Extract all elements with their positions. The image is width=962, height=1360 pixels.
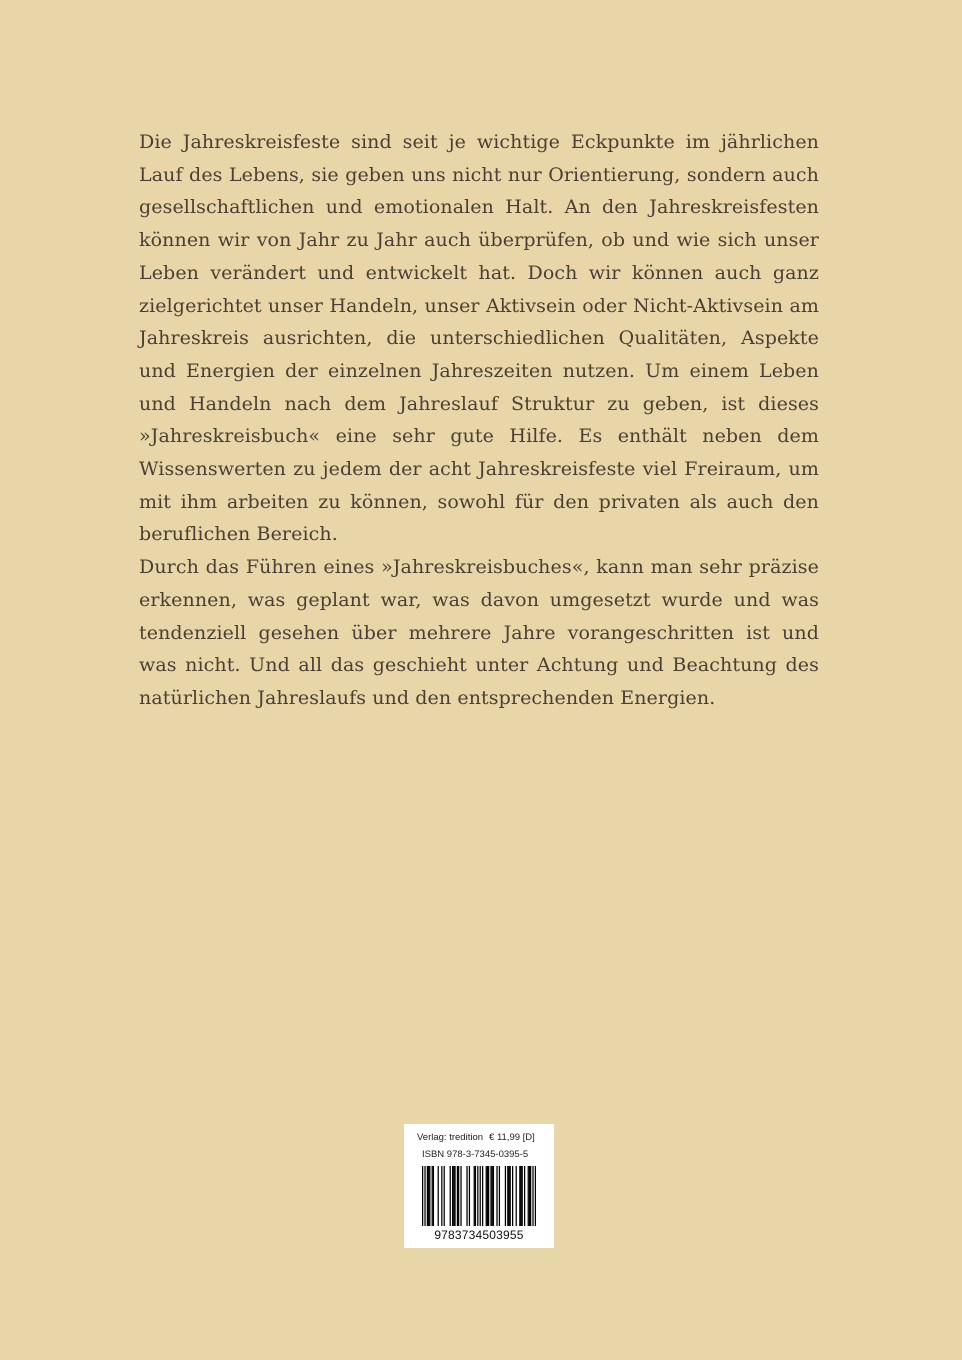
barcode-bar: [486, 1166, 487, 1226]
barcode-bar: [535, 1166, 536, 1226]
barcode-bar: [460, 1166, 461, 1226]
barcode-bar: [457, 1166, 458, 1226]
barcode-bar: [492, 1166, 493, 1226]
barcode-bar: [493, 1166, 494, 1226]
barcode-label: [404, 1124, 554, 1248]
barcode-bar: [474, 1166, 475, 1226]
barcode-bar: [433, 1166, 434, 1226]
barcode-bar: [508, 1166, 509, 1226]
blurb-paragraph-1: Die Jahreskreisfeste sind seit je wichtige Eckpunkte im jährlichen Lauf des Lebens, sie geben uns nicht nur Orientierung, sondern auch gesellschaftlichen und emotionalen Halt. An den Jahreskreisfesten können wir von Jahr zu Jahr auch überprüfen, ob und wie sich unser Leben verändert und entwickelt hat. Doch wir können auch ganz zielgerichtet unser Handeln, unser Aktivsein oder Nicht-Aktivsein am Jahreskreis ausrichten, die unterschiedlichen Qualitäten, Aspekte und Energien der einzelnen Jahreszeiten nutzen. Um einem Leben und Handeln nach dem Jahreslauf Struktur zu geben, ist dieses »Jahreskreisbuch« eine sehr gute Hilfe. Es enthält neben dem Wissenswerten zu jedem der acht Jahreskreisfeste viel Freiraum, um mit ihm arbeiten zu können, sowohl für den privaten als auch den beruflichen Bereich.: [139, 131, 819, 546]
barcode-bar: [530, 1166, 531, 1226]
barcode-bars: [422, 1166, 536, 1226]
barcode-bar: [432, 1166, 433, 1226]
publisher-price-line: [417, 1132, 535, 1143]
barcode-bar: [522, 1166, 523, 1226]
blurb-text: [139, 126, 819, 715]
barcode-bar: [512, 1166, 513, 1226]
barcode-bar: [452, 1166, 453, 1226]
isbn-text: ISBN 978-3-7345-0395-5: [422, 1149, 529, 1160]
barcode-bar: [507, 1166, 508, 1226]
publisher-text: Verlag: tredition: [417, 1132, 484, 1143]
barcode-bar: [477, 1166, 478, 1226]
barcode-bar: [422, 1166, 423, 1226]
barcode-bar: [466, 1166, 467, 1226]
barcode-bar: [441, 1166, 442, 1226]
barcode-bar: [532, 1166, 533, 1226]
barcode-bar: [453, 1166, 454, 1226]
barcode-bar: [444, 1166, 445, 1226]
barcode-bar: [528, 1166, 529, 1226]
barcode-bar: [469, 1166, 470, 1226]
barcode-bar: [490, 1166, 491, 1226]
barcode-bar: [475, 1166, 476, 1226]
barcode-bar: [429, 1166, 430, 1226]
barcode-number: 9783734503955: [434, 1228, 524, 1242]
barcode-bar: [454, 1166, 455, 1226]
blurb-paragraph-2: Durch das Führen eines »Jahreskreisbuches«, kann man sehr präzise erkennen, was geplant war, was davon umgesetzt wurde und was tendenziell gesehen über mehrere Jahre vorangeschritten ist und was nicht. Und all das geschieht unter Achtung und Beachtung des natürlichen Jahreslaufs und den entsprechenden Energien.: [139, 556, 819, 709]
barcode-bar: [428, 1166, 429, 1226]
barcode-bar: [505, 1166, 506, 1226]
barcode-bar: [424, 1166, 425, 1226]
barcode-bar: [529, 1166, 530, 1226]
barcode-bar: [520, 1166, 521, 1226]
barcode-bar: [450, 1166, 451, 1226]
barcode-bar: [458, 1166, 459, 1226]
barcode-bar: [482, 1166, 483, 1226]
barcode-bar: [519, 1166, 520, 1226]
barcode-bar: [487, 1166, 488, 1226]
barcode-bar: [480, 1166, 481, 1226]
price-text: € 11,99 [D]: [489, 1132, 535, 1143]
barcode-bar: [427, 1166, 428, 1226]
barcode-bar: [524, 1166, 525, 1226]
barcode-bar: [516, 1166, 517, 1226]
barcode-bar: [496, 1166, 497, 1226]
barcode-bar: [510, 1166, 511, 1226]
barcode-bar: [438, 1166, 439, 1226]
barcode-bar: [488, 1166, 489, 1226]
barcode-bar: [499, 1166, 500, 1226]
